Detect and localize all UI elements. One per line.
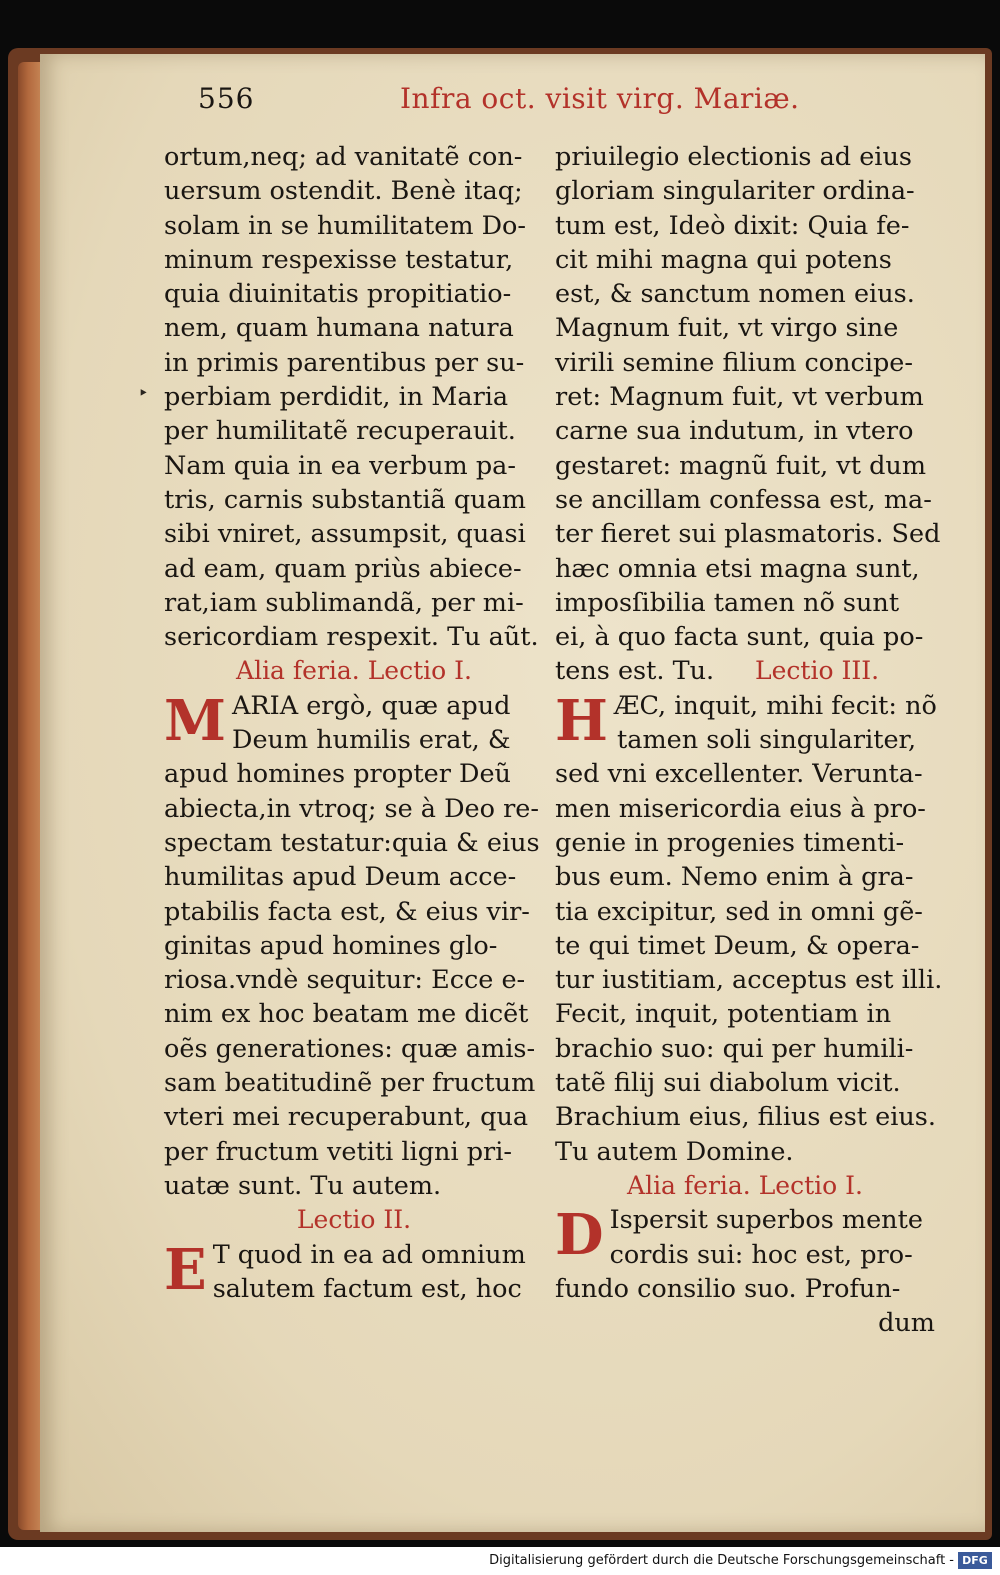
text-line: Deum humilis erat, & xyxy=(232,725,511,756)
paragraph-first-line: ÆC, inquit, mihi fecit: nõ xyxy=(613,690,937,721)
right-paragraph-2 xyxy=(555,1203,935,1340)
text-line: sericordiam respexit. Tu aũt. xyxy=(164,622,539,653)
text-line: Nam quia in ea verbum pa- xyxy=(164,450,516,481)
paragraph-first-line: ARIA ergò, quæ apud xyxy=(232,690,511,721)
text-line: bus eum. Nemo enim à gra- xyxy=(555,862,914,893)
text-line: sibi vniret, assumpsit, quasi xyxy=(164,519,526,550)
text-line: te qui timet Deum, & opera- xyxy=(555,930,920,961)
text-line: nim ex hoc beatam me dicẽt xyxy=(164,999,529,1030)
page-number: 556 xyxy=(198,82,255,115)
left-paragraph-1 xyxy=(164,689,544,1203)
right-text-block-b xyxy=(555,723,943,1169)
text-line: minum respexisse testatur, xyxy=(164,244,514,275)
text-line: tatẽ filij sui diabolum vicit. xyxy=(555,1068,901,1099)
drop-cap: H xyxy=(555,687,608,754)
text-line: ter fieret sui plasmatoris. Sed xyxy=(555,519,941,550)
right-heading-1: Lectio III. xyxy=(755,656,880,686)
text-line: vteri mei recuperabunt, qua xyxy=(164,1102,529,1133)
dfg-logo: DFG xyxy=(958,1552,992,1569)
right-column xyxy=(555,140,943,1340)
text-line: Magnum fuit, vt virgo sine xyxy=(555,313,899,344)
text-line: humilitas apud Deum acce- xyxy=(164,862,517,893)
text-line: solam in se humilitatem Do- xyxy=(164,210,527,241)
paragraph-second-line: salutem factum est, hoc xyxy=(212,1273,522,1304)
paragraph-first-line: Ispersit superbos mente xyxy=(609,1205,923,1236)
text-line: nem, quam humana natura xyxy=(164,313,514,344)
text-line: men misericordia eius à pro- xyxy=(555,793,926,824)
right-paragraph-1 xyxy=(555,687,943,1169)
line-text: tens est. Tu. xyxy=(555,656,715,687)
text-line: abiecta,in vtroq; se à Deo re- xyxy=(164,793,539,824)
text-line: in primis parentibus per su- xyxy=(164,347,525,378)
text-line: oẽs generationes: quæ amis- xyxy=(164,1033,536,1064)
text-line: Tu autem Domine. xyxy=(555,1136,794,1167)
right-heading-2: Alia feria. Lectio I. xyxy=(627,1170,863,1200)
text-line: per humilitatẽ recuperauit. xyxy=(164,416,516,447)
left-text-block-a xyxy=(164,140,544,654)
text-line: se ancillam confessa est, ma- xyxy=(555,484,932,515)
text-line: imposſibilia tamen nõ sunt xyxy=(555,587,900,618)
text-line: gestaret: magnũ fuit, vt dum xyxy=(555,450,926,481)
margin-mark: ‣ xyxy=(138,383,149,404)
text-line: genie in progenies timenti- xyxy=(555,827,905,858)
text-line: tur iustitiam, acceptus est illi. xyxy=(555,965,943,996)
text-line: tamen soli singulariter, xyxy=(617,725,917,756)
text-line: sed vni excellenter. Veruntа- xyxy=(555,759,923,790)
text-line: sam beatitudinẽ per fructum xyxy=(164,1068,536,1099)
text-line: ei, à quo facta sunt, quia po- xyxy=(555,622,924,653)
text-line: apud homines propter Deũ xyxy=(164,759,511,790)
left-paragraph-2 xyxy=(164,1238,544,1307)
catchword: dum xyxy=(878,1308,935,1339)
text-line: uatæ sunt. Tu autem. xyxy=(164,1170,442,1201)
running-title: Infra oct. visit virg. Mariæ. xyxy=(400,82,800,115)
text-line: per fructum vetiti ligni pri- xyxy=(164,1136,513,1167)
right-text-block-a xyxy=(555,140,941,654)
text-line: Brachium eius, filius est eius. xyxy=(555,1102,936,1133)
text-line: ortum,neq; ad vanitatẽ con- xyxy=(164,142,523,172)
text-line: perbiam perdidit, in Maria xyxy=(164,382,509,413)
drop-cap: M xyxy=(164,687,226,754)
paragraph-first-line: T quod in ea ad omnium xyxy=(212,1239,526,1270)
text-line: quia diuinitatis propitiatio- xyxy=(164,279,512,310)
text-line: tia excipitur, sed in omni gẽ- xyxy=(555,896,923,927)
footer-credit: Digitalisierung gefördert durch die Deutsche Forschungsgemeinschaft - xyxy=(489,1553,954,1568)
text-line: cit mihi magna qui potens xyxy=(555,244,892,275)
left-text-block-b xyxy=(164,723,544,1203)
text-line: ret: Magnum fuit, vt verbum xyxy=(555,382,924,413)
paragraph-third-line: fundo consilio suo. Profun- xyxy=(555,1273,901,1304)
text-line: rat,iam sublimandã, per mi- xyxy=(164,587,524,618)
text-line: gloriam singulariter ordina- xyxy=(555,176,915,207)
text-line: ad eam, quam priùs abiece- xyxy=(164,553,522,584)
text-line: uersum ostendit. Benè itaq; xyxy=(164,176,523,207)
text-line: riosa.vndè sequitur: Ecce e- xyxy=(164,965,526,996)
right-line-with-heading xyxy=(555,654,935,688)
text-line: hæc omnia etsi magna sunt, xyxy=(555,553,920,584)
text-line: virili semine filium concipe- xyxy=(555,347,914,378)
text-line: ginitas apud homines glo- xyxy=(164,930,498,961)
text-line: spectam testatur:quia & eius xyxy=(164,827,540,858)
text-line: tum est, Ideò dixit: Quia fe- xyxy=(555,210,910,241)
footer-bar xyxy=(0,1547,1000,1575)
text-line: est, & sanctum nomen eius. xyxy=(555,279,915,310)
running-header xyxy=(0,78,1000,122)
left-heading-2: Lectio II. xyxy=(296,1205,412,1235)
text-line: carne sua indutum, in vtero xyxy=(555,416,914,447)
text-line: tris, carnis substantiã quam xyxy=(164,484,526,515)
text-line: priuilegio electionis ad eius xyxy=(555,142,912,172)
left-column xyxy=(164,140,544,1306)
text-line: Fecit, inquit, potentiam in xyxy=(555,999,892,1030)
paragraph-second-line: cordis sui: hoc est, pro- xyxy=(609,1239,913,1270)
drop-cap: D xyxy=(555,1202,604,1269)
text-line: brachio suo: qui per humili- xyxy=(555,1033,914,1064)
drop-cap: E xyxy=(164,1236,207,1303)
left-heading-1: Alia feria. Lectio I. xyxy=(236,656,472,686)
text-line: ptabilis facta est, & eius vir- xyxy=(164,896,530,927)
